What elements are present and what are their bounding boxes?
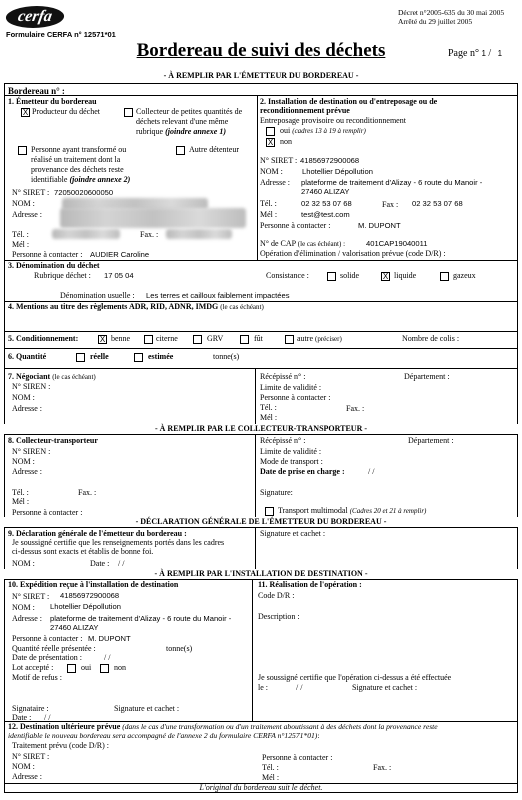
s10-contact-value[interactable]: M. DUPONT	[88, 634, 131, 643]
producteur-checkbox[interactable]: X	[22, 108, 29, 117]
s12-fax-label: Fax. :	[373, 763, 392, 772]
s10-motif-label: Motif de refus :	[12, 673, 62, 682]
entreposage-oui-label: oui (cadres 13 à 19 à remplir)	[280, 126, 366, 135]
banner-destination: - À REMPLIR PAR L'INSTALLATION DE DESTINATION -	[4, 569, 518, 579]
s10-adresse-label: Adresse :	[12, 614, 42, 623]
reelle-label: réelle	[90, 352, 109, 361]
s10-siret-label: N° SIRET :	[12, 592, 50, 601]
s8-signature-label: Signature:	[260, 488, 293, 497]
s10-date-value[interactable]: / /	[44, 713, 51, 722]
s2-adresse-1[interactable]: plateforme de traitement d'Alizay - 6 route du Manoir -	[301, 178, 483, 187]
autre-detenteur-checkbox[interactable]	[176, 146, 185, 155]
s11-signature-label: Signature et cachet :	[352, 683, 418, 692]
s10-nom-label: NOM :	[12, 603, 35, 612]
s9-signature-label: Signature et cachet :	[260, 529, 326, 538]
s12-note-2: identifiable le nouveau bordereau sera accompagné de l'annexe 2 du formulaire CERFA n°12571*01):	[8, 731, 320, 740]
s10-date-pres-label: Date de présentation :	[12, 653, 82, 662]
s7-adresse-label: Adresse :	[12, 404, 42, 413]
entreposage-non-checkbox[interactable]: X	[267, 138, 274, 147]
citerne-label: citerne	[156, 334, 178, 343]
s1-contact-label: Personne à contacter :	[12, 250, 83, 259]
s9-title: 9. Déclaration générale de l'émetteur du bordereau :	[8, 529, 187, 538]
solide-label: solide	[340, 271, 360, 280]
s7-mel-label: Mél :	[260, 413, 278, 422]
estimee-label: estimée	[148, 352, 174, 361]
s9-date-value[interactable]: / /	[118, 559, 125, 568]
autre-conditionnement-checkbox[interactable]	[285, 335, 294, 344]
s2-tel-label: Tél. :	[260, 199, 277, 208]
s7-limite-label: Limite de validité :	[260, 383, 322, 392]
s9-text-1: Je soussigné certifie que les renseignements portés dans les cadres	[12, 538, 225, 547]
entreposage-label: Entreposage provisoire ou reconditionnement	[260, 116, 406, 125]
benne-checkbox[interactable]: X	[99, 335, 106, 344]
s8-mel-label: Mél :	[12, 497, 30, 506]
liquide-label: liquide	[394, 271, 417, 280]
s11-code-label: Code D/R :	[258, 591, 295, 600]
s10-adresse-2[interactable]: 27460 ALIZAY	[50, 623, 99, 632]
nombre-colis-label: Nombre de colis :	[402, 334, 460, 343]
s12-mel-label: Mél :	[262, 773, 280, 782]
redacted-adresse	[60, 208, 246, 228]
s2-fax-value[interactable]: 02 32 53 07 68	[412, 199, 463, 208]
s1-fax-label: Fax. :	[140, 230, 159, 239]
s8-siren-label: N° SIREN :	[12, 447, 51, 456]
s2-mel-label: Mél :	[260, 210, 278, 219]
gazeux-checkbox[interactable]	[440, 272, 449, 281]
collecteur-label-3: rubrique (joindre annexe 1)	[136, 127, 226, 136]
s10-tonnes-label: tonne(s)	[166, 644, 193, 653]
s10-date-pres-value[interactable]: / /	[104, 653, 111, 662]
benne-label: benne	[111, 334, 131, 343]
s10-signataire-label: Signataire :	[12, 704, 49, 713]
s11-title: 11. Réalisation de l'opération :	[258, 580, 362, 589]
arrete-reference: Arrêté du 29 juillet 2005	[398, 17, 473, 26]
banner-declaration: - DÉCLARATION GÉNÉRALE DE L'ÉMETTEUR DU BORDEREAU -	[4, 517, 518, 527]
s9-text-2: ci-dessus sont exacts et établis de bonne foi.	[12, 547, 154, 556]
s8-recepisse-label: Récépissé n° :	[260, 436, 306, 445]
s8-mode-label: Mode de transport :	[260, 457, 323, 466]
producteur-label: Producteur du déchet	[32, 107, 100, 116]
s7-contact-label: Personne à contacter :	[260, 393, 331, 402]
s12-tel-label: Tél. :	[262, 763, 279, 772]
personne-label-2: réalisé un traitement dont la	[31, 155, 121, 164]
entreposage-non-label: non	[280, 137, 292, 146]
banner-collecteur: - À REMPLIR PAR LE COLLECTEUR-TRANSPORTEUR -	[4, 424, 518, 434]
s8-adresse-label: Adresse :	[12, 467, 42, 476]
s6-tonnes-label: tonne(s)	[213, 352, 240, 361]
s7-recepisse-label: Récépissé n° :	[260, 372, 306, 381]
grv-label: GRV	[207, 334, 224, 343]
s2-operation-label: Opération d'élimination / valorisation prévue (code D/R) :	[260, 249, 446, 258]
s8-title: 8. Collecteur-transporteur	[8, 436, 98, 445]
footer-note: L'original du bordereau suit le déchet.	[199, 783, 323, 792]
multimodal-checkbox[interactable]	[265, 507, 274, 516]
reelle-checkbox[interactable]	[76, 353, 85, 362]
lot-non-label: non	[114, 663, 126, 672]
s7-departement-label: Département :	[404, 372, 450, 381]
s2-fax-label: Fax :	[382, 200, 399, 209]
s3-rubrique-label: Rubrique déchet :	[34, 271, 91, 280]
formulaire-number: Formulaire CERFA n° 12571*01	[6, 30, 116, 39]
entreposage-oui-checkbox[interactable]	[266, 127, 275, 136]
fut-checkbox[interactable]	[240, 335, 249, 344]
personne-label-4: identifiable (joindre annexe 2)	[31, 175, 131, 184]
s10-date-label: Date :	[12, 713, 32, 722]
solide-checkbox[interactable]	[327, 272, 336, 281]
s2-mel-value[interactable]: test@test.com	[301, 210, 350, 219]
s8-tel-label: Tél. :	[12, 488, 29, 497]
s2-title-2: reconditionnement prévue	[260, 106, 350, 115]
s7-nom-label: NOM :	[12, 393, 35, 402]
liquide-checkbox[interactable]: X	[382, 272, 389, 281]
s12-traitement-label: Traitement prévu (code D/R) :	[12, 741, 110, 750]
s2-siret-value[interactable]: 41856972900068	[300, 156, 360, 165]
autre-conditionnement-label: autre (préciser)	[297, 334, 342, 343]
s2-tel-value[interactable]: 02 32 53 07 68	[301, 199, 352, 208]
s10-title: 10. Expédition reçue à l'installation de destination	[8, 580, 179, 589]
bordereau-number-label: Bordereau n° :	[8, 86, 65, 96]
collecteur-petites-checkbox[interactable]	[124, 108, 133, 117]
s1-nom-label: NOM :	[12, 199, 35, 208]
s9-nom-label: NOM :	[12, 559, 35, 568]
s2-title-1: 2. Installation de destination ou d'entreposage ou de	[260, 97, 438, 106]
personne-label-1: Personne ayant transformé ou	[31, 145, 127, 154]
s12-title: 12. Destination ultérieure prévue (dans le cas d'une transformation ou d'un traitement aboutissant à des déchets dont la provenance reste	[8, 722, 438, 731]
s10-adresse-1[interactable]: plateforme de traitement d'Alizay - 6 route du Manoir -	[50, 614, 232, 623]
s12-adresse-label: Adresse :	[12, 772, 42, 781]
multimodal-label: Transport multimodal (Cadres 20 et 21 à remplir)	[278, 506, 427, 515]
s8-limite-label: Limite de validité :	[260, 447, 322, 456]
s12-siret-label: N° SIRET :	[12, 752, 50, 761]
s11-description-label: Description :	[258, 612, 300, 621]
citerne-checkbox[interactable]	[144, 335, 153, 344]
s1-siret-value[interactable]: 72050020600050	[54, 188, 114, 197]
s10-siret-value[interactable]: 41856972900068	[60, 591, 120, 600]
s3-rubrique-value[interactable]: 17 05 04	[104, 271, 134, 280]
s11-date-value[interactable]: / /	[296, 683, 303, 692]
s1-adresse-label: Adresse :	[12, 210, 42, 219]
s8-date-prise-label: Date de prise en charge :	[260, 467, 345, 476]
gazeux-label: gazeux	[453, 271, 476, 280]
s3-usuelle-label: Dénomination usuelle :	[60, 291, 135, 300]
s2-siret-label: N° SIRET :	[260, 156, 298, 165]
s1-tel-label: Tél. :	[12, 230, 29, 239]
s2-adresse-label: Adresse :	[260, 178, 290, 187]
s5-title: 5. Conditionnement:	[8, 334, 79, 343]
s8-contact-label: Personne à contacter :	[12, 508, 83, 517]
s1-siret-label: N° SIRET :	[12, 188, 50, 197]
s7-title: 7. Négociant (le cas échéant)	[8, 372, 96, 381]
s2-nom-value[interactable]: Lhotellier Dépollution	[302, 167, 373, 176]
collecteur-label-2: déchets relevant d'une même	[136, 117, 229, 126]
s3-consistance-label: Consistance :	[266, 271, 309, 280]
page-number: Page n° 1 / 1	[448, 48, 503, 59]
s12-nom-label: NOM :	[12, 762, 35, 771]
s8-nom-label: NOM :	[12, 457, 35, 466]
s2-contact-value[interactable]: M. DUPONT	[358, 221, 401, 230]
s8-date-prise-value[interactable]: / /	[368, 467, 375, 476]
redacted-fax	[166, 229, 232, 239]
s6-title: 6. Quantité	[8, 352, 47, 361]
estimee-checkbox[interactable]	[134, 353, 143, 362]
s8-fax-label: Fax. :	[78, 488, 97, 497]
s10-nom-value[interactable]: Lhotellier Dépollution	[50, 602, 121, 611]
s10-lot-label: Lot accepté :	[12, 663, 54, 672]
grv-checkbox[interactable]	[193, 335, 202, 344]
fut-label: fût	[254, 334, 263, 343]
s9-date-label: Date :	[90, 559, 110, 568]
s2-adresse-2[interactable]: 27460 ALIZAY	[301, 187, 350, 196]
page-title: Bordereau de suivi des déchets	[136, 40, 386, 61]
s2-cap-label: N° de CAP (le cas échéant) :	[260, 239, 346, 248]
s7-tel-label: Tél. :	[260, 403, 277, 412]
cerfa-logo: cerfa	[4, 6, 66, 28]
lot-non-checkbox[interactable]	[100, 664, 109, 673]
s2-nom-label: NOM :	[260, 167, 283, 176]
s1-contact-value[interactable]: AUDIER Caroline	[90, 250, 150, 259]
s10-signature-label: Signature et cachet :	[114, 704, 180, 713]
lot-oui-checkbox[interactable]	[67, 664, 76, 673]
s4-title: 4. Mentions au titre des règlements ADR, RID, ADNR, IMDG (le cas échéant)	[8, 302, 264, 311]
collecteur-label-1: Collecteur de petites quantités de	[136, 107, 243, 116]
s3-usuelle-value[interactable]: Les terres et cailloux faiblement impactées	[146, 291, 290, 300]
s8-departement-label: Département :	[408, 436, 454, 445]
s2-contact-label: Personne à contacter :	[260, 221, 331, 230]
s1-title: 1. Émetteur du bordereau	[8, 97, 97, 106]
s3-title: 3. Dénomination du déchet	[8, 261, 100, 270]
banner-emetteur: - À REMPLIR PAR L'ÉMETTEUR DU BORDEREAU -	[4, 71, 518, 81]
s7-siren-label: N° SIREN :	[12, 382, 51, 391]
s10-quantite-label: Quantité réelle présentée :	[12, 644, 96, 653]
s2-cap-value[interactable]: 401CAP19040011	[366, 239, 428, 248]
s11-le-label: le :	[258, 683, 268, 692]
s7-fax-label: Fax. :	[346, 404, 365, 413]
s12-contact-label: Personne à contacter :	[262, 753, 333, 762]
lot-oui-label: oui	[81, 663, 92, 672]
personne-label-3: provenance des déchets reste	[31, 165, 124, 174]
redacted-tel	[52, 229, 120, 239]
personne-transforme-checkbox[interactable]	[18, 146, 27, 155]
s10-contact-label: Personne à contacter :	[12, 634, 83, 643]
s1-mel-label: Mél :	[12, 240, 30, 249]
autre-detenteur-label: Autre détenteur	[189, 145, 239, 154]
s11-certifie-text: Je soussigné certifie que l'opération ci-dessus a été effectuée	[258, 673, 452, 682]
decret-reference: Décret n°2005-635 du 30 mai 2005	[398, 8, 505, 17]
